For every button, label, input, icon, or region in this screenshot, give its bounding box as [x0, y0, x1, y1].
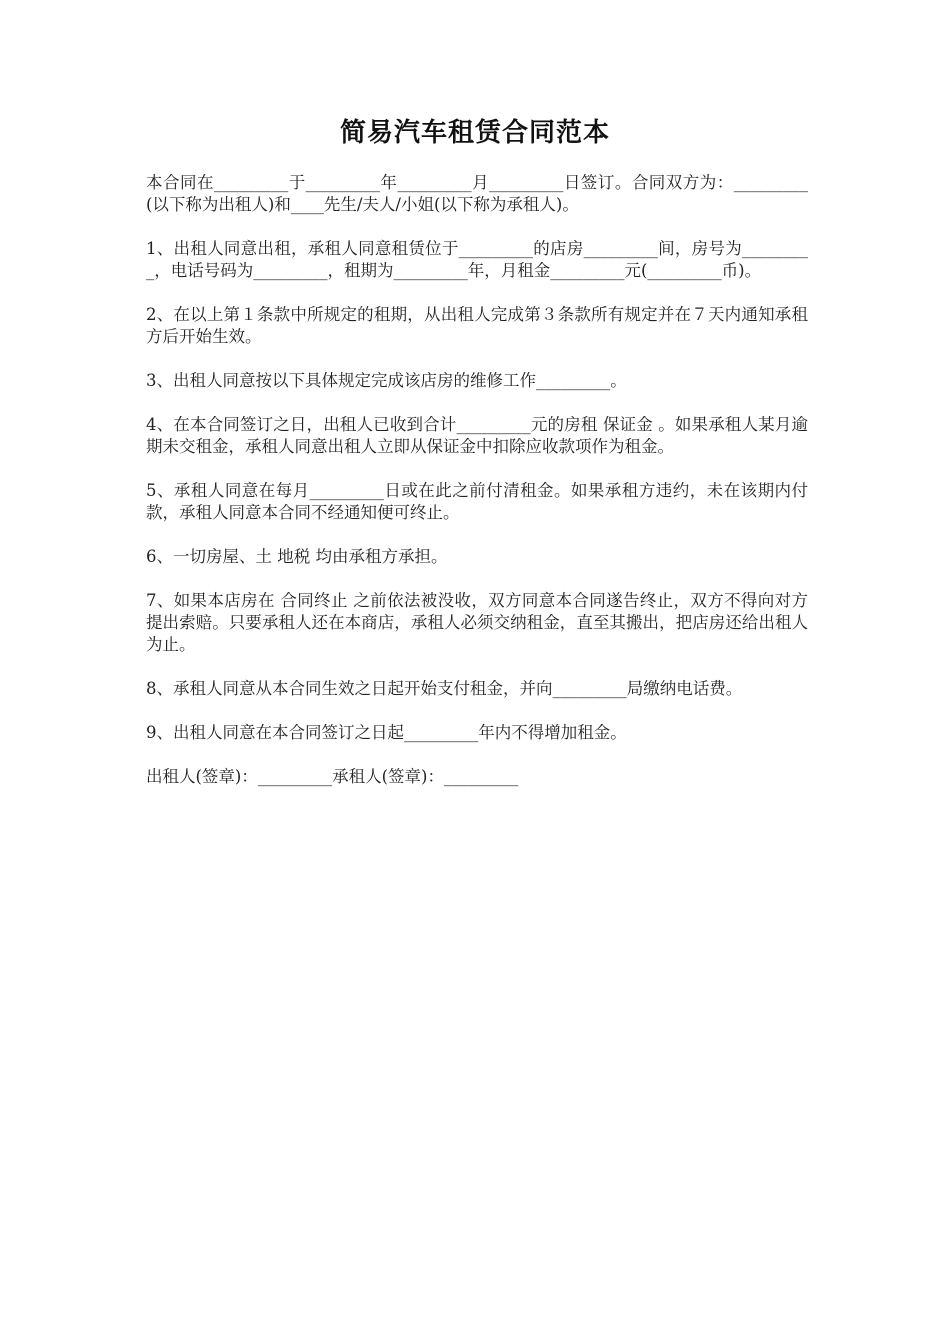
clause-3-paragraph: 3、出租人同意按以下具体规定完成该店房的维修工作_________。 — [146, 371, 627, 390]
clause-4-paragraph: 4、在本合同签订之日，出租人已收到合计_________元的房租 保证金 。如果承租人某月逾期未交租金，承租人同意出租人立即从保证金中扣除应收款项作为租金。 — [146, 415, 808, 456]
clause-1-paragraph: 1、出租人同意出租，承租人同意租赁位于_________的店房_________间，房号为_________，电话号码为_________，租期为_________年，月租金_________元(_________币)。 — [146, 239, 808, 280]
clause-6-paragraph: 6、一切房屋、土 地税 均由承租方承担。 — [146, 547, 448, 566]
clause-5-paragraph: 5、承租人同意在每月_________日或在此之前付清租金。如果承租方违约，未在该期内付款，承租人同意本合同不经通知便可终止。 — [146, 481, 808, 522]
document-body — [146, 172, 808, 788]
clause-7-paragraph: 7、如果本店房在 合同终止 之前依法被没收，双方同意本合同遂告终止，双方不得向对方提出索赔。只要承租人还在本商店，承租人必须交纳租金，直至其搬出，把店房还给出租人为止。 — [146, 591, 808, 654]
signature-line: 出租人(签章)：_________承租人(签章)：_________ — [146, 767, 519, 786]
contract-intro-paragraph: 本合同在_________于_________年_________月_________日签订。合同双方为：_________(以下称为出租人)和____先生/夫人/小姐(以下称为承租人)。 — [146, 173, 808, 214]
clause-2-paragraph: 2、在以上第１条款中所规定的租期，从出租人完成第３条款所有规定并在７天内通知承租方后开始生效。 — [146, 305, 808, 346]
clause-9-paragraph: 9、出租人同意在本合同签订之日起_________年内不得增加租金。 — [146, 723, 627, 742]
document-title: 简易汽车租赁合同范本 — [339, 118, 610, 148]
clause-8-paragraph: 8、承租人同意从本合同生效之日起开始支付租金，并向_________局缴纳电话费。 — [146, 679, 743, 698]
